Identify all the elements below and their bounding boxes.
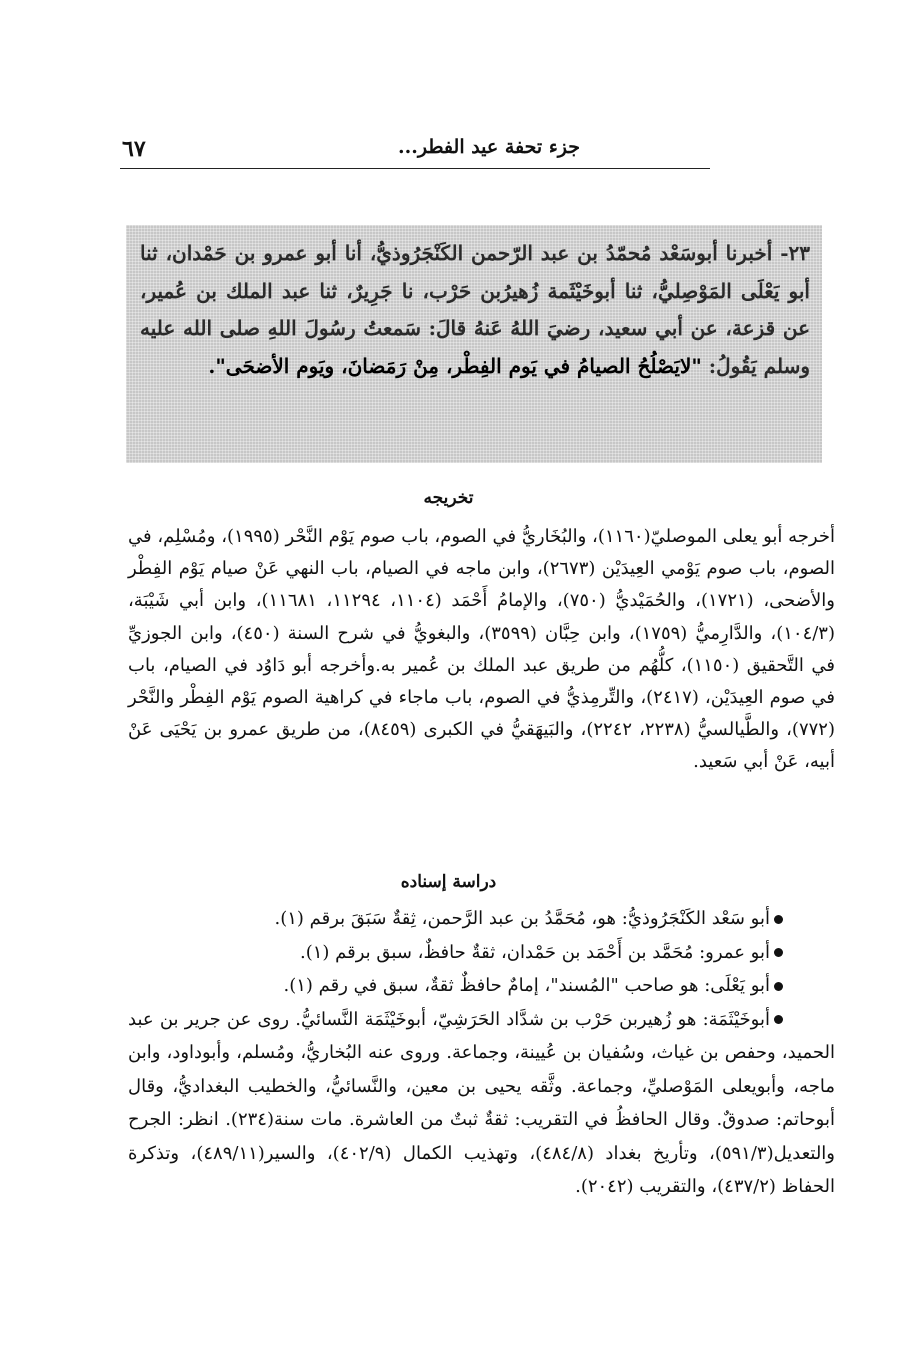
page-number: ٦٧ <box>122 136 146 162</box>
page-header <box>120 128 710 169</box>
bullet-icon <box>774 982 783 991</box>
takhrij-paragraph: أخرجه أبو يعلى الموصليّ(١١٦٠)، والبُخَاريُّ في الصوم، باب صوم يَوْم النَّحْر (١٩٩٥)، ومُسْلِم، في الصوم، باب صوم يَوْمي العِيدَيْن (٢٦٧٣)، وابن ماجه في الصيام، باب النهي عَنْ صيام يَوْم الفِطْر والأضحى، (١٧٢١)، والحُمَيْديُّ (٧٥٠)، والإمامُ أَحْمَد (١١٠٤، ١١٢٩٤، ١١٦٨١)، وابن أبي شَيْبَة، (١٠٤/٣)، والدَّارِميُّ (١٧٥٩)، وابن حِبَّان (٣٥٩٩)، والبغويُّ في شرح السنة (٤٥٠)، وابن الجوزيِّ في التَّحقيق (١١٥٠)، كلُّهُم من طريق عبد الملك بن عُمير به.وأخرجه أبو دَاوُد في الصيام، باب في صوم العِيدَيْن، (٢٤١٧)، والتِّرمِذيُّ في الصوم، باب ماجاء في كراهية الصوم يَوْم الفِطْر والنَّحْر (٧٧٢)، والطَّيالسيُّ (٢٢٣٨، ٢٢٤٢)، والبَيهَقيُّ في الكبرى (٨٤٥٩)، من طريق عمرو بن يَحْيَى عَنْ أبيه، عَنْ أبي سَعيد. <box>128 526 836 773</box>
hadith-number: ٢٣- <box>780 241 810 265</box>
hadith-chain: أخبرنا أبوسَعْد مُحمّدُ بن عبد الرّحمن الكَنْجَرُوذيُّ، أنا أبو عمرو بن حَمْدان، ثنا أبو يَعْلَى المَوْصِليُّ، ثنا أبوخَيْثَمة زُهيرُبن حَرْب، نا جَرِيرٌ، ثنا عبد الملك بن عُمير، عن قزعة، عن أبي سعيد، رضيَ اللهُ عَنهُ قالَ: سَمعتُ رسُولَ اللهِ صلى الله عليه وسلم يَقُولُ: <box>140 241 810 378</box>
bullet-icon <box>774 915 783 924</box>
narrators-list <box>128 902 835 1204</box>
hadith-highlight-box <box>126 225 822 463</box>
bullet-icon <box>774 948 783 957</box>
narrator-entry: أبو عمرو: مُحَمَّد بن أَحْمَد بن حَمْدان، ثقةٌ حافظٌ، سبق برقم (١). <box>300 941 770 963</box>
list-item <box>128 902 835 936</box>
narrator-entry: أبوخَيْثَمَة: هو زُهيربن حَرْب بن شدَّاد الحَرَشِيّ، أبوخَيْثَمَة النَّسائيُّ. روى عن جرير بن عبد الحميد، وحفص بن غياث، وسُفيان بن عُيينة، وجماعة. وروى عنه البُخاريُّ، ومُسلم، وأبوداود، وابن ماجه، وأبويعلى المَوْصليِّ، وجماعة. وثَّقه يحيى بن معين، والنَّسائيُّ، والخطيب البغداديُّ، وقال أبوحاتم: صدوقٌ. وقال الحافظُ في التقريب: ثقةٌ ثبتٌ من العاشرة. مات سنة(٢٣٤). انظر: الجرح والتعديل(٥٩١/٣)، وتأريخ بغداد (٤٨٤/٨)، وتهذيب الكمال (٤٠٢/٩)، والسير(٤٨٩/١١)، وتذكرة الحفاظ (٤٣٧/٢)، والتقريب (٢٠٤٢). <box>128 1008 835 1197</box>
takhrij-heading: تخريجه <box>423 488 474 508</box>
hadith-text <box>140 235 810 385</box>
narrator-entry: أبو سَعْد الكَنْجَرُوذيُّ: هو، مُحَمَّدُ بن عبد الرَّحمن، ثِقةٌ سَبَقَ برقم (١). <box>274 908 770 929</box>
isnad-heading: دراسة إسناده <box>400 872 497 892</box>
list-item <box>128 1003 835 1204</box>
list-item <box>128 936 835 970</box>
hadith-quote: "لايَصْلُحُ الصيامُ في يَوم الفِطْر، مِنْ رَمَضانَ، ويَوم الأضحَى". <box>208 353 702 378</box>
narrator-entry: أبو يَعْلَى: هو صاحب "المُسند"، إمامٌ حافظٌ ثقةٌ، سبق في رقم (١). <box>283 975 770 996</box>
running-title: جزء تحفة عيد الفطر... <box>398 136 580 158</box>
list-item <box>128 969 835 1003</box>
bullet-icon <box>774 1015 783 1024</box>
